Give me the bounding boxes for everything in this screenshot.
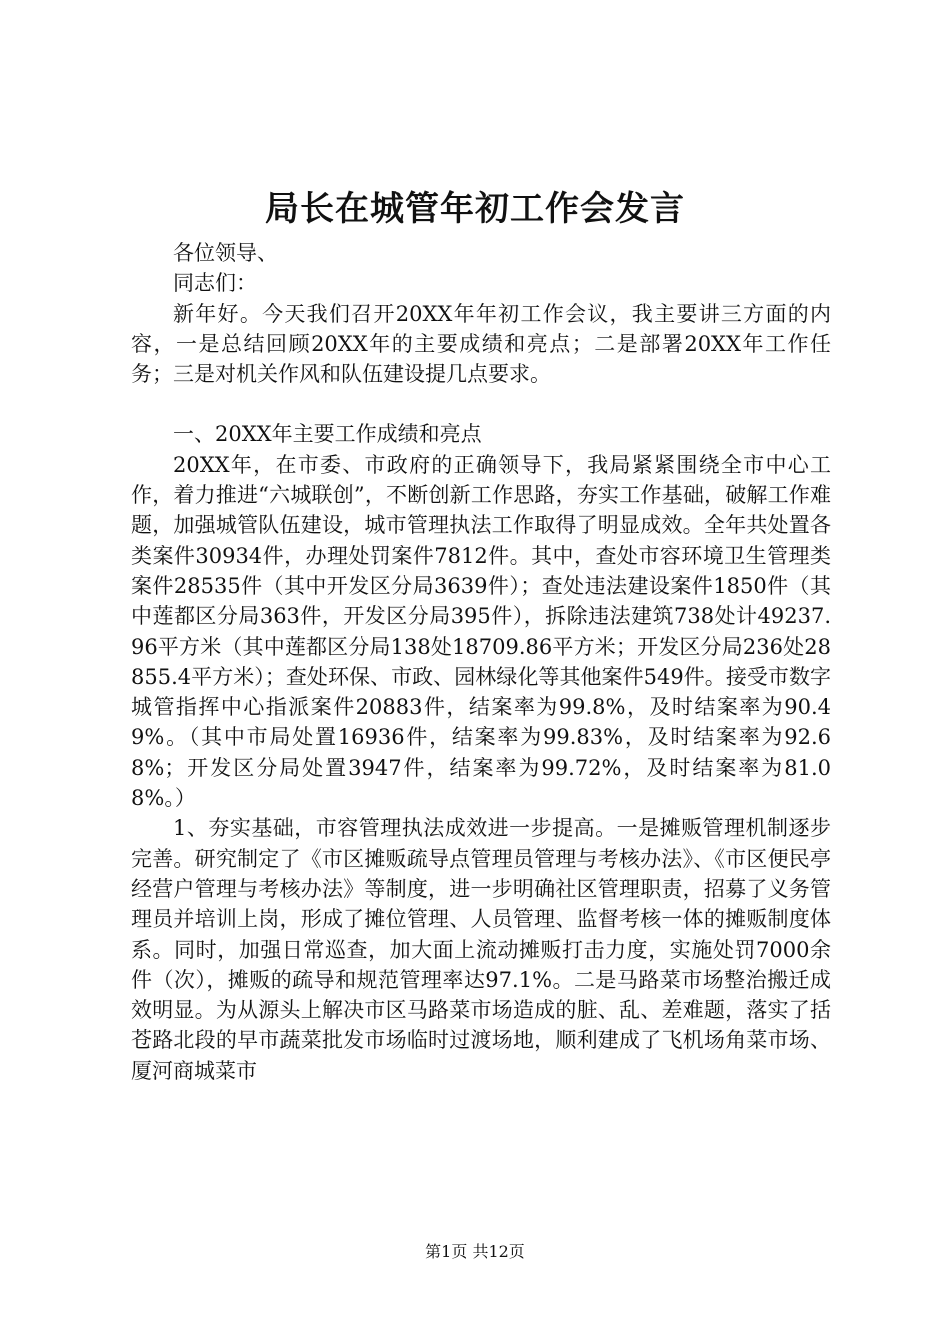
document-title: 局长在城管年初工作会发言 (265, 189, 685, 229)
document-body (131, 238, 831, 1086)
section-heading: 一、20XX年主要工作成绩和亮点 (173, 422, 482, 447)
salutation-line-2: 同志们： (173, 271, 257, 296)
item-1-paragraph: 1、夯实基础，市容管理执法成效进一步提高。一是摊贩管理机制逐步完善。研究制定了《市区摊贩疏导点管理员管理与考核办法》、《市区便民亭经营户管理与考核办法》等制度，进一步明确社区管理职责，招募了义务管理员并培训上岗，形成了摊位管理、人员管理、监督考核一体的摊贩制度体系。同时，加强日常巡查，加大面上流动摊贩打击力度，实施处罚7000余件（次），摊贩的疏导和规范管理率达97.1%。二是马路菜市场整治搬迁成效明显。为从源头上解决市区马路菜市场造成的脏、乱、差难题，落实了括苍路北段的早市蔬菜批发市场临时过渡场地，顺利建成了飞机场角菜市场、厦河商城菜市 (131, 816, 831, 1083)
page-footer: 第1页 共12页 (425, 1242, 525, 1261)
intro-paragraph: 新年好。今天我们召开20XX年年初工作会议，我主要讲三方面的内容，一是总结回顾20XX年的主要成绩和亮点；二是部署20XX年工作任务；三是对机关作风和队伍建设提几点要求。 (131, 301, 831, 387)
salutation-line-1: 各位领导、 (173, 241, 278, 265)
summary-paragraph: 20XX年，在市委、市政府的正确领导下，我局紧紧围绕全市中心工作，着力推进“六城联创”，不断创新工作思路，夯实工作基础，破解工作难题，加强城管队伍建设，城市管理执法工作取得了明显成效。全年共处置各类案件30934件，办理处罚案件7812件。其中，查处市容环境卫生管理类案件28535件（其中开发区分局3639件）；查处违法建设案件1850件（其中莲都区分局363件，开发区分局395件），拆除违法建筑738处计49237.96平方米（其中莲都区分局138处18709.86平方米；开发区分局236处28855.4平方米）；查处环保、市政、园林绿化等其他案件549件。接受市数字城管指挥中心指派案件20883件，结案率为99.8%，及时结案率为90.49%。（其中市局处置16936件，结案率为99.83%，及时结案率为92.68%；开发区分局处置3947件，结案率为99.72%，及时结案率为81.08%。） (131, 452, 831, 811)
